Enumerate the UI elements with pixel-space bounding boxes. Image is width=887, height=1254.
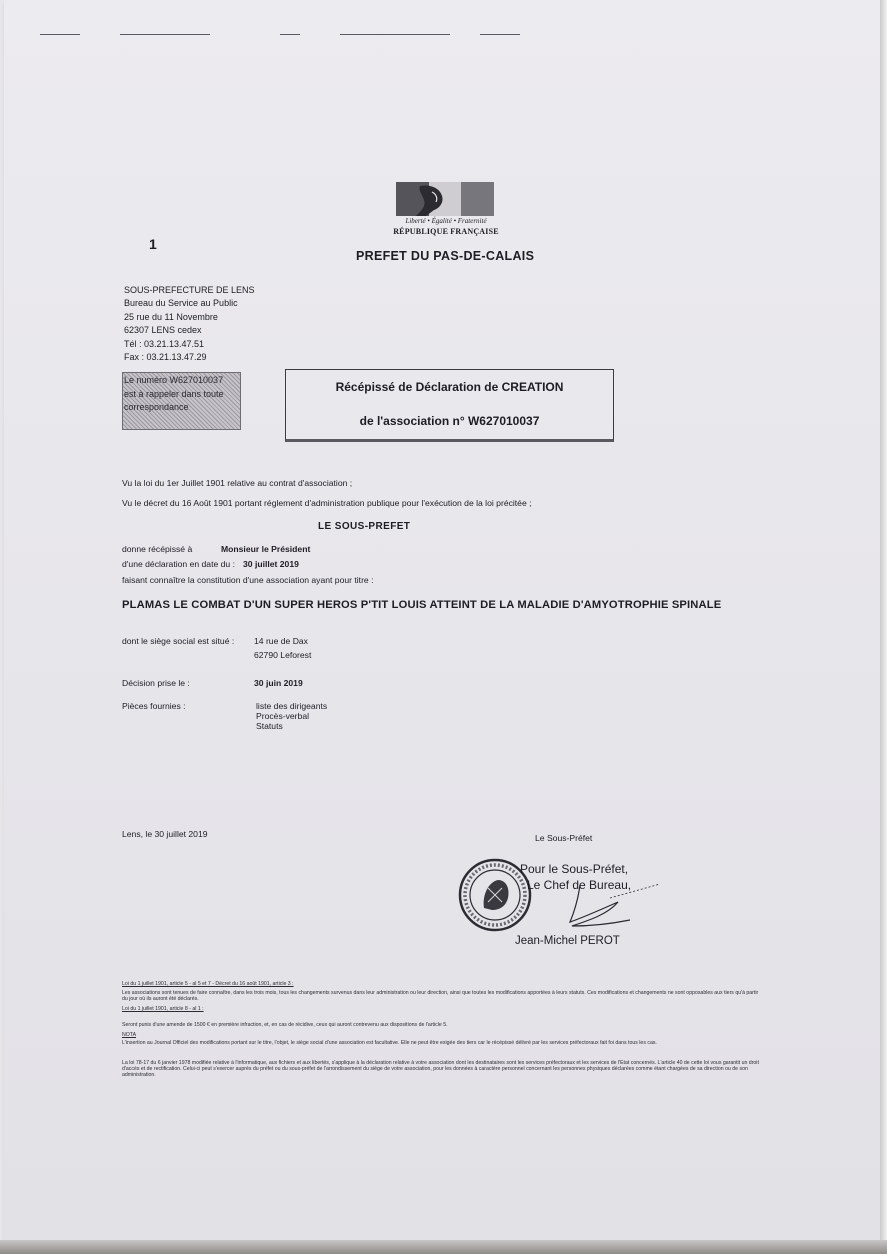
head-office-label: dont le siège social est situé :: [122, 636, 235, 646]
document-item: liste des dirigeants: [256, 701, 328, 711]
scan-artifact: [40, 34, 80, 35]
legal-basis-law: Vu la loi du 1er Juillet 1901 relative au contrat d'association ;: [122, 478, 353, 488]
sender-address: [124, 284, 255, 364]
bureau-chief-line: Le Chef de Bureau,: [527, 878, 632, 892]
handwritten-signature: [520, 880, 670, 940]
association-number: de l'association n° W627010037: [359, 414, 540, 428]
constitution-statement: faisant connaître la constitution d'une association ayant pour titre :: [122, 575, 374, 585]
on-behalf-line: Pour le Sous-Préfet,: [520, 862, 629, 876]
association-title: PLAMAS LE COMBAT D'UN SUPER HEROS P'TIT LOUIS ATTEINT DE LA MALADIE D'AMYOTROPHIE SPINALE: [122, 599, 722, 611]
sender-office: SOUS-PREFECTURE DE LENS: [124, 285, 255, 295]
reference-note: [124, 374, 238, 415]
scan-artifact: [480, 34, 520, 35]
reference-note-line: est à rappeler dans toute: [124, 388, 224, 399]
footnote-text: Les associations sont tenues de faire connaître, dans les trois mois, tous les changements survenus dans leur administration ou leur direction, ainsi que toutes les modifications apportées à leurs statuts. Ces modifications et changements ne sont opposables aux tiers qu'à partir du jour où ils auront été déclarés.: [122, 990, 759, 1002]
marianne-logo: [396, 182, 494, 222]
declaration-date-label: d'une déclaration en date du :: [122, 559, 235, 569]
page-edge: [880, 0, 887, 1254]
head-office-city: 62790 Leforest: [254, 650, 312, 660]
place-and-date: Lens, le 30 juillet 2019: [122, 829, 208, 839]
scan-artifact: [340, 34, 450, 35]
sender-fax: Fax : 03.21.13.47.29: [124, 352, 207, 363]
margin-mark: 1: [149, 236, 157, 252]
scan-artifact: [280, 34, 300, 35]
receipt-title: Récépissé de Déclaration de CREATION: [335, 380, 564, 394]
documents-label: Pièces fournies :: [122, 701, 186, 711]
signatory-title: Le Sous-Préfet: [535, 833, 593, 843]
scan-artifact: [120, 34, 210, 35]
footnote-nota: NOTA: [122, 1032, 137, 1038]
document-item: Statuts: [256, 721, 283, 731]
recipient-value: Monsieur le Président: [221, 544, 311, 554]
head-office-street: 14 rue de Dax: [254, 636, 308, 646]
footnote-reference: Loi du 1 juillet 1901, article 5 - al 5 et 7 - Décret du 16 août 1901, article 3 :: [122, 981, 294, 987]
prefet-heading: PREFET DU PAS-DE-CALAIS: [356, 249, 535, 263]
signatory-name: Jean-Michel PEROT: [515, 935, 620, 947]
decision-date-value: 30 juin 2019: [254, 678, 303, 688]
sender-street: 25 rue du 11 Novembre: [124, 311, 218, 322]
reference-note-line: Le numéro W627010037: [124, 375, 224, 385]
declaration-date-value: 30 juillet 2019: [243, 559, 299, 569]
footnote-reference: Loi du 1 juillet 1901, article 8 - al 1 :: [122, 1006, 204, 1012]
footnote-text: La loi 78-17 du 6 janvier 1978 modifiée relative à l'informatique, aux fichiers et aux libertés, s'applique à la déclaration relative à votre association dont les destinataires sont les services préfectoraux et les services de l'Etat concernés. L'article 40 de cette loi vous garantit un droit d'accès et de rectification. Celui-ci peut s'exercer auprès du préfet ou du sous-préfet de l'arrondissement du siège de votre association, pour les données à caractère personnel concernant les personnes physiques déclarées comme étant chargées de sa direction ou de son administration.: [122, 1060, 759, 1078]
republique-francaise-label: RÉPUBLIQUE FRANÇAISE: [393, 227, 499, 236]
sender-city: 62307 LENS cedex: [124, 325, 202, 336]
footnote-text: Seront punis d'une amende de 1500 € en première infraction, et, en cas de récidive, ceux qui auront contrevenu aux dispositions de l'article 5.: [122, 1022, 448, 1028]
logo-motto: Liberté • Égalité • Fraternité: [405, 217, 487, 225]
decision-date-label: Décision prise le :: [122, 678, 190, 688]
sender-bureau: Bureau du Service au Public: [124, 298, 238, 309]
issuing-authority: LE SOUS-PREFET: [318, 521, 411, 532]
reference-note-line: correspondance: [124, 402, 189, 412]
document-item: Procès-verbal: [256, 711, 310, 721]
footnote-text: L'insertion au Journal Officiel des modifications portant sur le titre, l'objet, le siège social d'une association est facultative. Elle ne peut être exigée des tiers car le récépissé délivré par les services préfectoraux fait foi dans tous les cas.: [122, 1040, 657, 1046]
legal-basis-decree: Vu le décret du 16 Août 1901 portant réglement d'administration publique pour l'exécution de la loi précitée ;: [122, 498, 532, 508]
sender-phone: Tél : 03.21.13.47.51: [124, 338, 205, 349]
table-surface: [0, 1240, 887, 1254]
recipient-label: donne récépissé à: [122, 544, 193, 554]
